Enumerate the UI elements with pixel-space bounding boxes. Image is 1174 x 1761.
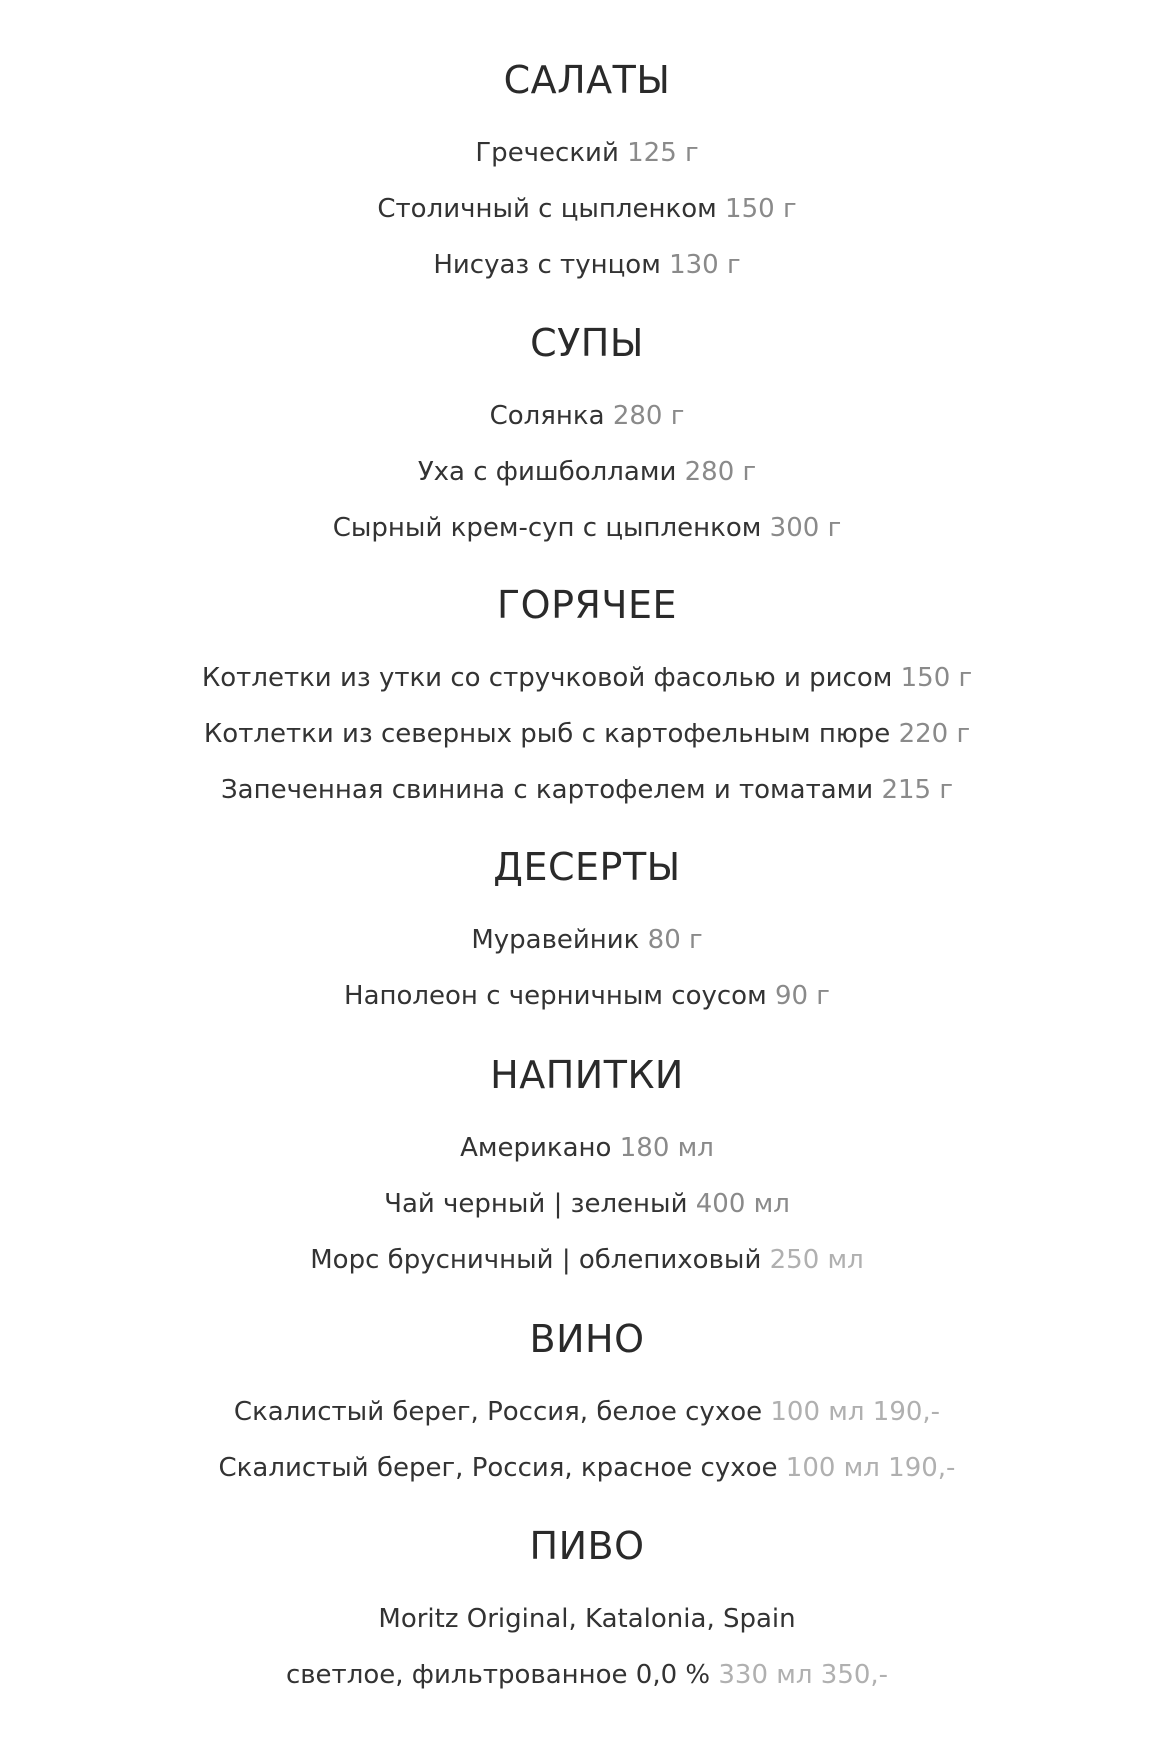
- menu-item: [0, 181, 1174, 237]
- item-weight: 400 мл: [695, 1189, 790, 1219]
- item-name: Американо: [460, 1133, 612, 1163]
- section-title: СУПЫ: [530, 321, 644, 365]
- item-name: Скалистый берег, Россия, красное сухое: [218, 1453, 778, 1483]
- item-volume-price: 100 мл 190,-: [770, 1397, 941, 1427]
- item-name: Столичный с цыпленком: [377, 194, 726, 224]
- item-weight: 300 г: [769, 513, 842, 543]
- section-title: САЛАТЫ: [503, 58, 671, 102]
- item-name: светлое, фильтрованное 0,0 %: [285, 1660, 711, 1690]
- item-list: [0, 1120, 1174, 1288]
- item-volume-price: 330 мл 350,-: [718, 1660, 889, 1690]
- menu-item: [0, 706, 1174, 762]
- section-hot: [0, 580, 1174, 818]
- item-weight: 280 г: [684, 457, 757, 487]
- item-weight: 280 г: [612, 401, 685, 431]
- item-weight: 150 г: [725, 194, 797, 224]
- item-weight: 150 г: [900, 663, 973, 693]
- section-drinks: [0, 1050, 1174, 1288]
- item-name: Котлетки из утки со стручковой фасолью и рисом: [201, 663, 893, 693]
- item-name: Морс брусничный | облепиховый: [310, 1245, 762, 1275]
- item-list: [0, 125, 1174, 293]
- section-soups: [0, 318, 1174, 556]
- item-name: Moritz Original, Katalonia, Spain: [378, 1604, 796, 1634]
- item-name: Скалистый берег, Россия, белое сухое: [233, 1397, 763, 1427]
- menu-item: [0, 500, 1174, 556]
- section-desserts: [0, 842, 1174, 1024]
- item-weight: 130 г: [669, 250, 741, 280]
- item-name: Сырный крем-суп с цыпленком: [332, 513, 762, 543]
- item-volume-price: 100 мл 190,-: [785, 1453, 956, 1483]
- section-title: НАПИТКИ: [490, 1053, 684, 1097]
- item-weight: 80 г: [647, 925, 703, 955]
- menu-item: [0, 650, 1174, 706]
- menu-item: [0, 762, 1174, 818]
- menu-item: [0, 388, 1174, 444]
- menu-item: [0, 1232, 1174, 1288]
- menu-item: [0, 1647, 1174, 1703]
- item-name: Чай черный | зеленый: [384, 1189, 688, 1219]
- menu-item: [0, 1120, 1174, 1176]
- item-weight: 180 мл: [619, 1133, 714, 1163]
- section-title: ГОРЯЧЕЕ: [497, 583, 677, 627]
- menu-item: [0, 1591, 1174, 1647]
- item-name: Котлетки из северных рыб с картофельным пюре: [203, 719, 891, 749]
- item-name: Муравейник: [471, 925, 640, 955]
- section-salads: [0, 55, 1174, 293]
- menu-item: [0, 125, 1174, 181]
- item-list: [0, 1591, 1174, 1703]
- item-name: Солянка: [489, 401, 605, 431]
- section-title: ДЕСЕРТЫ: [493, 845, 681, 889]
- menu-item: [0, 1440, 1174, 1496]
- item-name: Уха с фишболлами: [417, 457, 677, 487]
- item-weight: 220 г: [898, 719, 971, 749]
- item-weight: 90 г: [774, 981, 830, 1011]
- menu-item: [0, 1384, 1174, 1440]
- item-list: [0, 650, 1174, 818]
- menu-item: [0, 1176, 1174, 1232]
- item-name: Наполеон с черничным соусом: [344, 981, 767, 1011]
- menu-item: [0, 968, 1174, 1024]
- menu-item: [0, 912, 1174, 968]
- item-list: [0, 912, 1174, 1024]
- section-wine: [0, 1314, 1174, 1496]
- item-list: [0, 388, 1174, 556]
- menu-item: [0, 237, 1174, 293]
- section-title: ВИНО: [529, 1317, 645, 1361]
- item-weight: 250 мл: [769, 1245, 864, 1275]
- section-beer: [0, 1521, 1174, 1703]
- item-name: Нисуаз с тунцом: [433, 250, 661, 280]
- section-title: ПИВО: [529, 1524, 645, 1568]
- item-list: [0, 1384, 1174, 1496]
- item-weight: 125 г: [627, 138, 699, 168]
- item-name: Греческий: [475, 138, 619, 168]
- menu-item: [0, 444, 1174, 500]
- item-name: Запеченная свинина с картофелем и томатами: [220, 775, 874, 805]
- item-weight: 215 г: [881, 775, 954, 805]
